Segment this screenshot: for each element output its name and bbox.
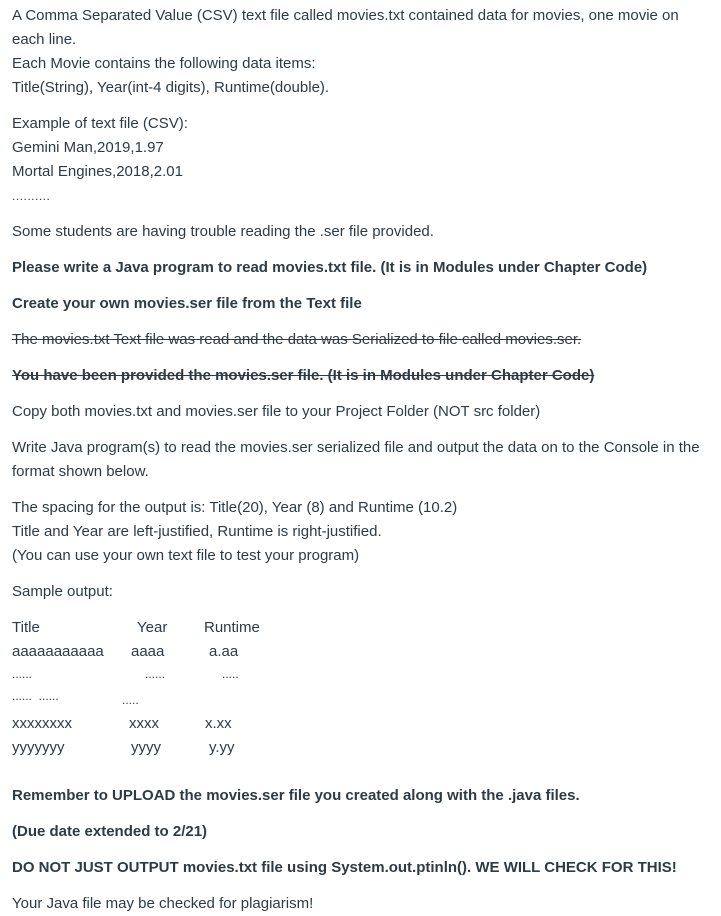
example-ellipsis: .......... xyxy=(12,189,51,203)
sample-row-3-title: ...... ...... xyxy=(12,689,59,703)
example-block xyxy=(12,112,712,208)
output-warning: DO NOT JUST OUTPUT movies.txt file using System.out.ptinln(). WE WILL CHECK FOR THIS! xyxy=(12,859,677,876)
example-heading: Example of text file (CSV): xyxy=(12,115,188,132)
sample-header-title: Title xyxy=(12,619,40,636)
struck-note-1: The movies.txt Text file was read and the data was Serialized to file called movies.ser. xyxy=(12,331,582,348)
intro-block xyxy=(12,4,712,100)
copy-instruction: Copy both movies.txt and movies.ser file to your Project Folder (NOT src folder) xyxy=(12,403,541,420)
spacing-block xyxy=(12,496,712,568)
intro-line-3: Title(String), Year(int-4 digits), Runtime(double). xyxy=(12,79,330,96)
plagiarism-note: Your Java file may be checked for plagiarism! xyxy=(12,895,314,912)
sample-row-5-runtime: y.yy xyxy=(209,739,235,756)
spacing-line-3: (You can use your own text file to test your program) xyxy=(12,547,360,564)
sample-row-3-year: ..... xyxy=(122,693,139,707)
spacing-line-2: Title and Year are left-justified, Runtime is right-justified. xyxy=(12,523,382,540)
sample-output-table xyxy=(12,616,712,784)
write-program-instruction: Please write a Java program to read movies.txt file. (It is in Modules under Chapter Code) xyxy=(12,259,648,276)
sample-row-1-year: aaaa xyxy=(131,643,165,660)
sample-row-4-title: xxxxxxxx xyxy=(12,715,72,732)
sample-heading: Sample output: xyxy=(12,583,113,600)
trouble-note: Some students are having trouble reading the .ser file provided. xyxy=(12,223,434,240)
intro-line-1: A Comma Separated Value (CSV) text file called movies.txt contained data for movies, one movie on each line. xyxy=(12,7,679,48)
sample-row-2-year: ...... xyxy=(145,667,166,681)
write-java-instruction: Write Java program(s) to read the movies.ser serialized file and output the data on to the Console in the format shown below. xyxy=(12,439,700,480)
sample-header-runtime: Runtime xyxy=(204,619,260,636)
assignment-document xyxy=(12,4,712,916)
sample-row-5-year: yyyy xyxy=(131,739,161,756)
sample-row-4-year: xxxx xyxy=(129,715,159,732)
sample-header-year: Year xyxy=(137,619,168,636)
struck-note-2: You have been provided the movies.ser file. (It is in Modules under Chapter Code) xyxy=(12,367,595,384)
sample-row-4-runtime: x.xx xyxy=(205,715,232,732)
upload-reminder: Remember to UPLOAD the movies.ser file you created along with the .java files. xyxy=(12,787,580,804)
sample-row-5-title: yyyyyyy xyxy=(12,739,65,756)
sample-row-1-title: aaaaaaaaaaa xyxy=(12,643,104,660)
example-row-2: Mortal Engines,2018,2.01 xyxy=(12,163,183,180)
sample-row-1-runtime: a.aa xyxy=(209,643,239,660)
create-ser-instruction: Create your own movies.ser file from the Text file xyxy=(12,295,362,312)
example-row-1: Gemini Man,2019,1.97 xyxy=(12,139,164,156)
spacing-line-1: The spacing for the output is: Title(20), Year (8) and Runtime (10.2) xyxy=(12,499,458,516)
sample-row-2-title: ...... xyxy=(12,667,33,681)
intro-line-2: Each Movie contains the following data items: xyxy=(12,55,316,72)
due-date-note: (Due date extended to 2/21) xyxy=(12,823,208,840)
sample-row-2-runtime: ..... xyxy=(222,667,239,681)
